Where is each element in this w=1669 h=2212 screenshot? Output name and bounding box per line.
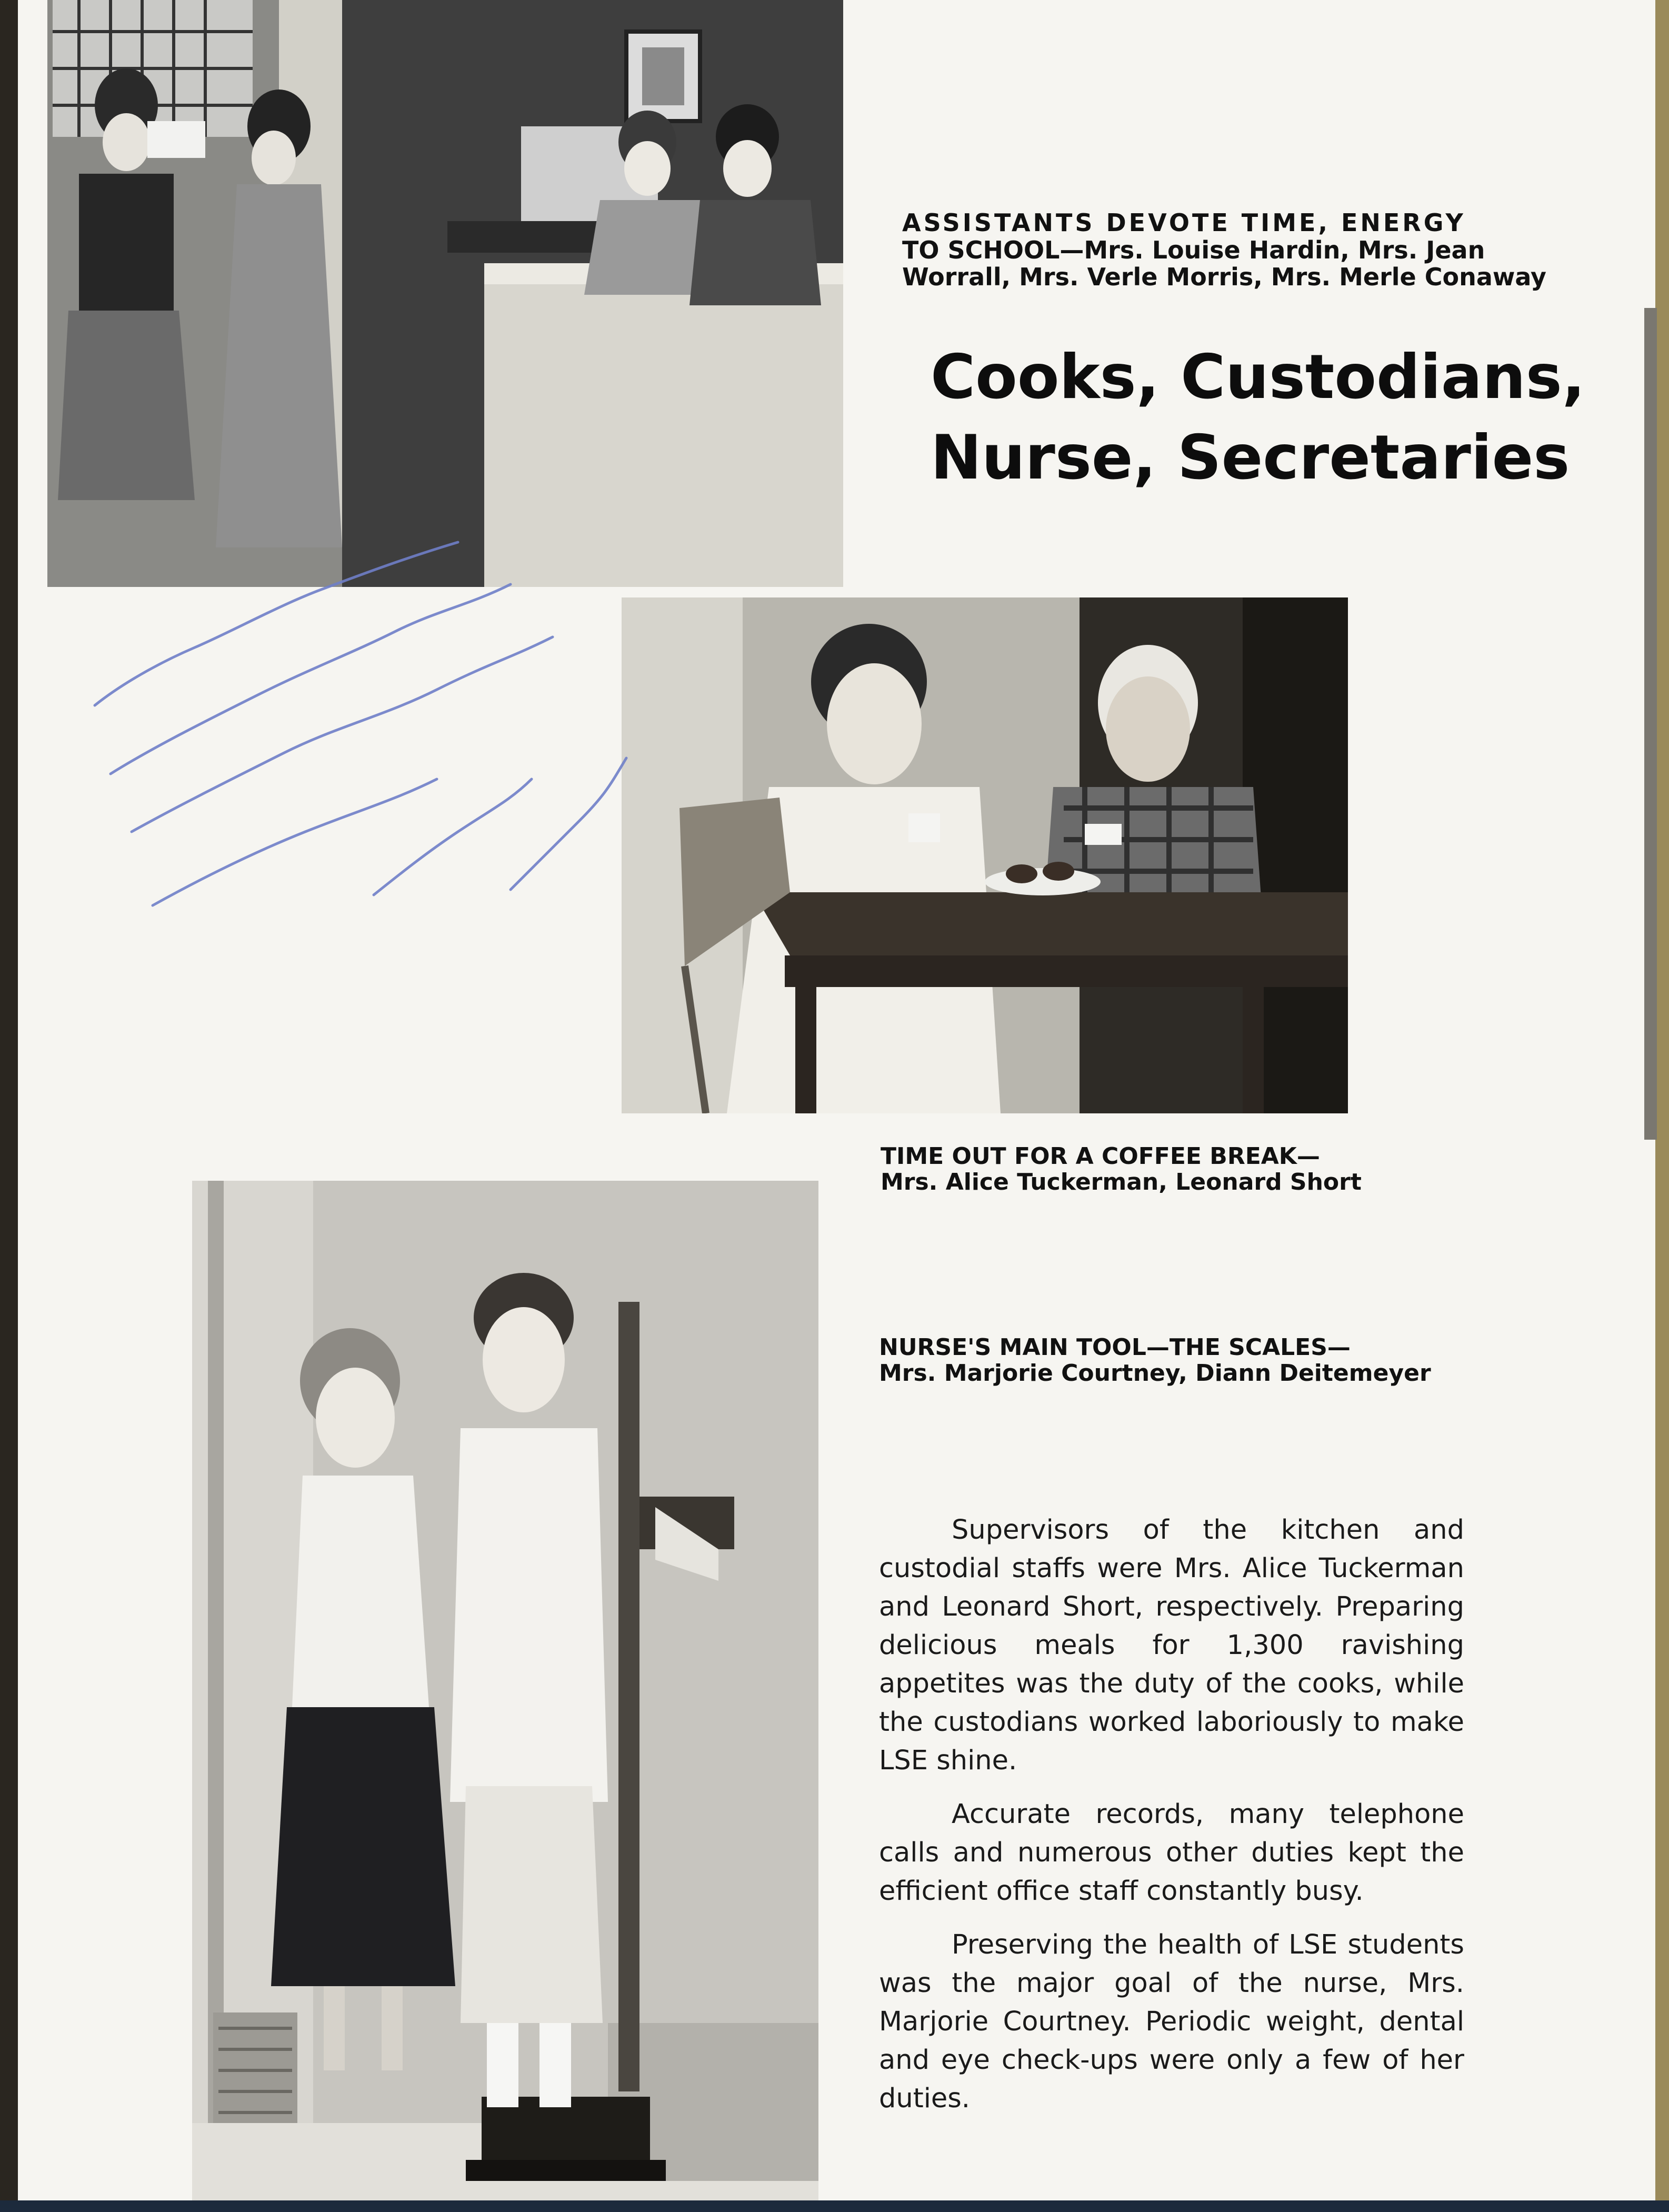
adjacent-page-strip (1644, 308, 1657, 1140)
nurse-photo-art (192, 1181, 818, 2200)
caption-assistants-line3: Worrall, Mrs. Verle Morris, Mrs. Merle Conaway (902, 263, 1547, 292)
caption-nurse (879, 1334, 1431, 1387)
caption-assistants (902, 208, 1547, 292)
body-paragraph-2: Accurate records, many telephone calls and numerous other duties kept the efficient office staff constantly busy. (879, 1799, 1464, 1907)
office-photo-art (47, 0, 843, 587)
caption-coffee-break (881, 1143, 1407, 1195)
page-title-line2: Nurse, Secretaries (931, 422, 1570, 494)
caption-assistants-line2: TO SCHOOL—Mrs. Louise Hardin, Mrs. Jean (902, 235, 1485, 264)
body-text (879, 1511, 1464, 2133)
coffee-photo-art (622, 597, 1348, 1113)
page-title (931, 337, 1585, 498)
caption-coffee-line1: TIME OUT FOR A COFFEE BREAK— (881, 1143, 1320, 1170)
photo-coffee-break (622, 597, 1348, 1113)
photo-office-assistants (47, 0, 843, 587)
caption-coffee-line2: Mrs. Alice Tuckerman, Leonard Short (881, 1169, 1362, 1196)
page-title-line1: Cooks, Custodians, (931, 342, 1585, 413)
bottom-binding-band (0, 2200, 1669, 2212)
photo-nurse-scales (192, 1181, 818, 2200)
binding-edge (0, 0, 18, 2212)
caption-nurse-line1: NURSE'S MAIN TOOL—THE SCALES— (879, 1334, 1351, 1361)
handwritten-inscription (58, 526, 637, 990)
page-edge-right (1655, 0, 1669, 2212)
caption-nurse-line2: Mrs. Marjorie Courtney, Diann Deitemeyer (879, 1360, 1431, 1387)
body-paragraph-3: Preserving the health of LSE students was the major goal of the nurse, Mrs. Marjorie Courtney. Periodic weight, dental and eye check-ups were only a few of her duties. (879, 1929, 1464, 2114)
caption-assistants-line1: ASSISTANTS DEVOTE TIME, ENERGY (902, 208, 1466, 237)
body-paragraph-1: Supervisors of the kitchen and custodial staffs were Mrs. Alice Tuckerman and Leonard Short, respectively. Preparing delicious meals for 1,300 ravishing appetites was the duty of the cooks, while the custodians worked laboriously to make LSE shine. (879, 1514, 1464, 1776)
